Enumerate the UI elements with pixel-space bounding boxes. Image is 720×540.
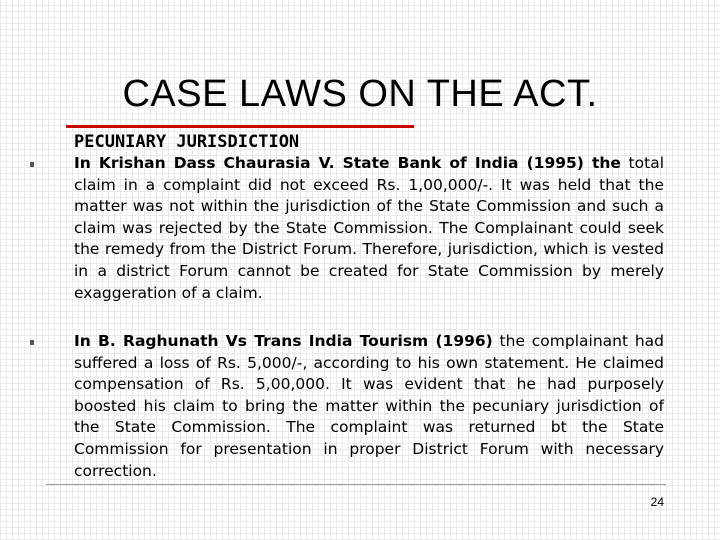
slide-title: CASE LAWS ON THE ACT. — [122, 73, 598, 115]
case-paragraph — [74, 153, 664, 304]
page-number: 24 — [650, 495, 664, 509]
square-bullet-icon — [30, 340, 34, 345]
square-bullet-icon — [30, 162, 34, 167]
case-body: total claim in a complaint did not exceed Rs. 1,00,000/-. It was held that the matter was not within the jurisdiction of the State Commission and such a claim was rejected by the State Commission. The Complainant could seek the remedy from the District Forum. Therefore, jurisdiction, which is vested in a district Forum cannot be created for State Commission by merely exaggeration of a claim. — [74, 154, 664, 302]
slide-subtitle: PECUNIARY JURISDICTION — [74, 132, 300, 152]
case-body: the complainant had suffered a loss of Rs. 5,000/-, according to his own statement. He claimed compensation of Rs. 5,00,000. It was evident that he had purposely boosted his claim to bring the matter within the pecuniary jurisdiction of the State Commission. The complaint was returned bt the State Commission for presentation in proper District Forum with necessary correction. — [74, 332, 664, 480]
title-accent-rule — [66, 125, 414, 128]
case-paragraph — [74, 331, 664, 482]
case-lead: In Krishan Dass Chaurasia V. State Bank of India (1995) the — [74, 154, 621, 172]
case-lead: In B. Raghunath Vs Trans India Tourism (1996) — [74, 332, 493, 350]
content-divider — [46, 484, 666, 485]
